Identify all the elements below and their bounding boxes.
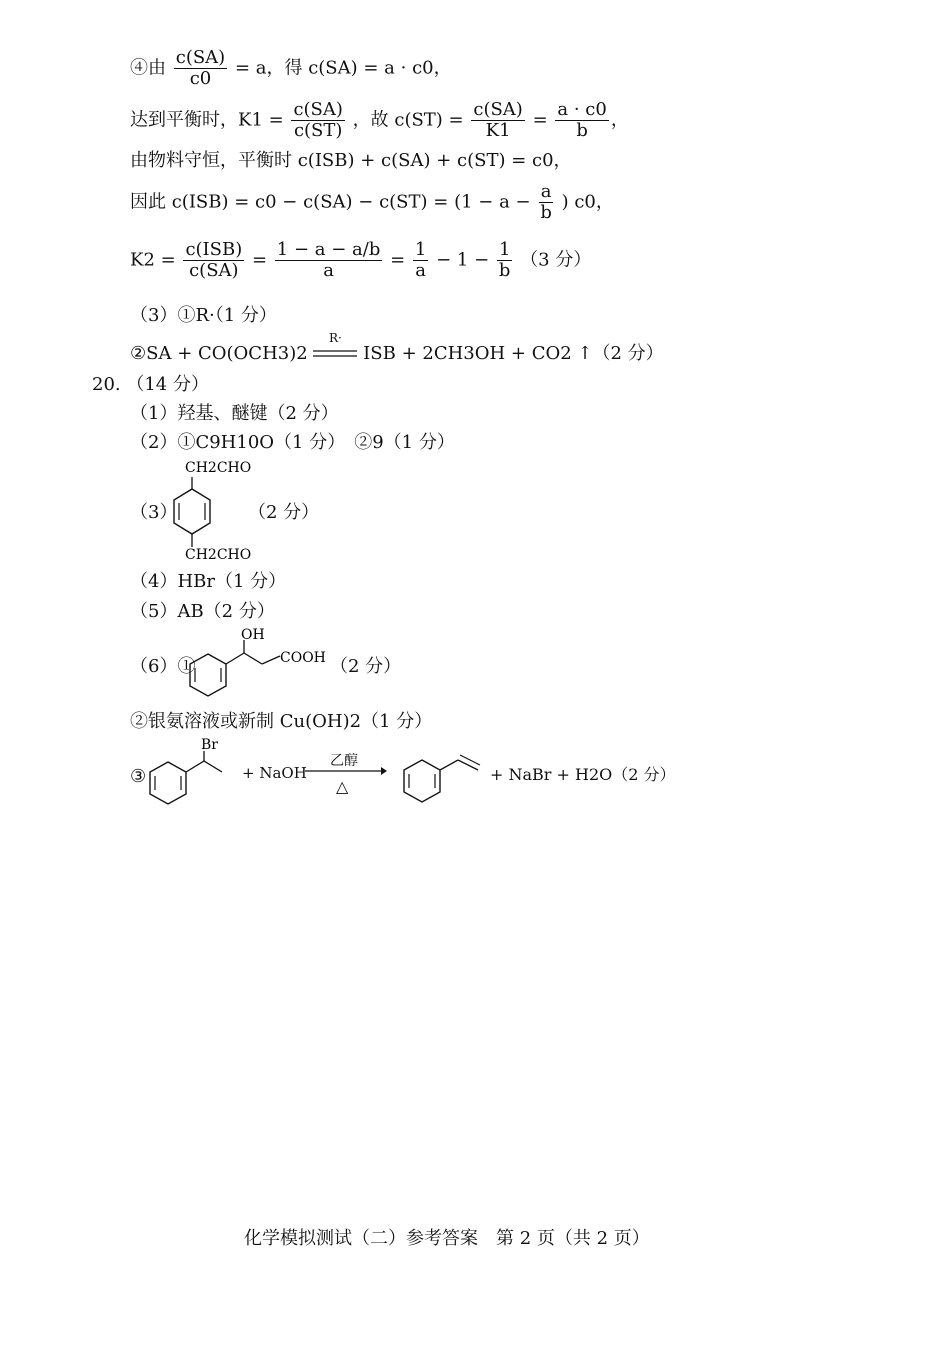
cooh-label: COOH [280,650,326,666]
k1-mid: ，故 c(ST) = [352,109,464,131]
k1-line [130,100,629,141]
k1-pre: 达到平衡时，K1 = [130,109,284,131]
hydroxy-acid-structure [186,624,336,704]
text-you: 由 [148,57,166,79]
circled-number: ④ [130,57,148,79]
numerator: 1 − a − a/b [276,239,381,260]
isb-end: ) c0， [561,191,614,213]
fraction-1-b [497,240,513,281]
fraction-1-a [413,240,428,281]
condition-solvent: 乙醇 [330,753,358,769]
numerator: 1 [498,239,511,260]
q20-4: （4）HBr（1 分） [130,571,287,592]
q20-1: （1）羟基、醚键（2 分） [130,403,339,424]
fraction-isb-sa [183,240,244,281]
oh-label: OH [241,627,265,643]
k2-mid: − 1 − [436,249,490,271]
denominator: c0 [189,68,212,89]
denominator: a [415,260,427,281]
score: （3 分） [520,249,592,271]
numerator: c(SA) [175,47,226,68]
fraction-st [471,100,524,141]
fraction-ac0-b [555,100,608,141]
bromoethylbenzene-structure [146,734,236,809]
reaction-left: ②SA + CO(OCH3)2 [130,343,308,364]
condition-heat: △ [336,777,349,796]
numerator: a [540,181,552,202]
q20-title: 20. （14 分） [92,374,209,395]
denominator: K1 [485,120,511,141]
denominator: c(ST) [293,120,343,141]
products: + NaBr + H2O（2 分） [490,765,676,784]
br-label: Br [201,737,218,753]
isb-line [130,182,614,223]
equilibrium-sign [313,331,357,365]
bottom-substituent: CH2CHO [185,547,252,563]
numerator: 1 [414,239,427,260]
numerator: a · c0 [557,99,607,120]
q3-2 [130,331,664,365]
q20-3-label: （3） [130,502,178,523]
condition: R· [329,331,342,345]
denominator: b [576,120,588,141]
equals: = [532,109,548,131]
fraction-a-b [538,182,554,223]
numerator: c(ISB) [185,239,243,260]
eq4-line [130,48,452,89]
q3-1: （3）①R·（1 分） [130,305,277,326]
q20-6-label: （6）① [130,656,196,677]
denominator: b [498,260,511,281]
isb-pre: 因此 c(ISB) = c0 − c(SA) − c(ST) = (1 − a − [130,191,531,213]
q20-5: （5）AB（2 分） [130,601,275,622]
q20-6-2: ②银氨溶液或新制 Cu(OH)2（1 分） [130,711,433,732]
page-footer: 化学模拟测试（二）参考答案 第 2 页（共 2 页） [244,1228,650,1249]
denominator: b [540,202,552,223]
k2-line [130,240,591,281]
numerator: c(SA) [473,99,523,120]
equals: = [251,249,268,271]
double-line-icon [313,349,357,359]
comma: ， [610,109,629,131]
q20-3-score: （2 分） [248,502,320,523]
top-substituent: CH2CHO [185,460,252,476]
fraction-k1 [291,100,344,141]
fraction-big [275,240,383,281]
k2-pre: K2 = [130,249,176,271]
denominator: c(SA) [189,260,239,281]
conservation-line: 由物料守恒，平衡时 c(ISB) + c(SA) + c(ST) = c0， [130,150,572,171]
denominator: a [323,260,334,281]
naoh-reagent: + NaOH [242,764,307,782]
equals: = [390,249,406,271]
reaction-arrow-icon [305,766,387,776]
fraction-sa-c0 [174,48,227,89]
styrene-structure [400,748,490,808]
reaction-right: ISB + 2CH3OH + CO2 ↑（2 分） [363,343,664,364]
q20-2: （2）①C9H10O（1 分） ②9（1 分） [130,432,455,453]
q20-6-3-label: ③ [130,766,147,787]
q20-6-score: （2 分） [330,656,402,677]
eq4-rest: = a，得 c(SA) = a · c0， [234,57,452,79]
numerator: c(SA) [293,99,343,120]
